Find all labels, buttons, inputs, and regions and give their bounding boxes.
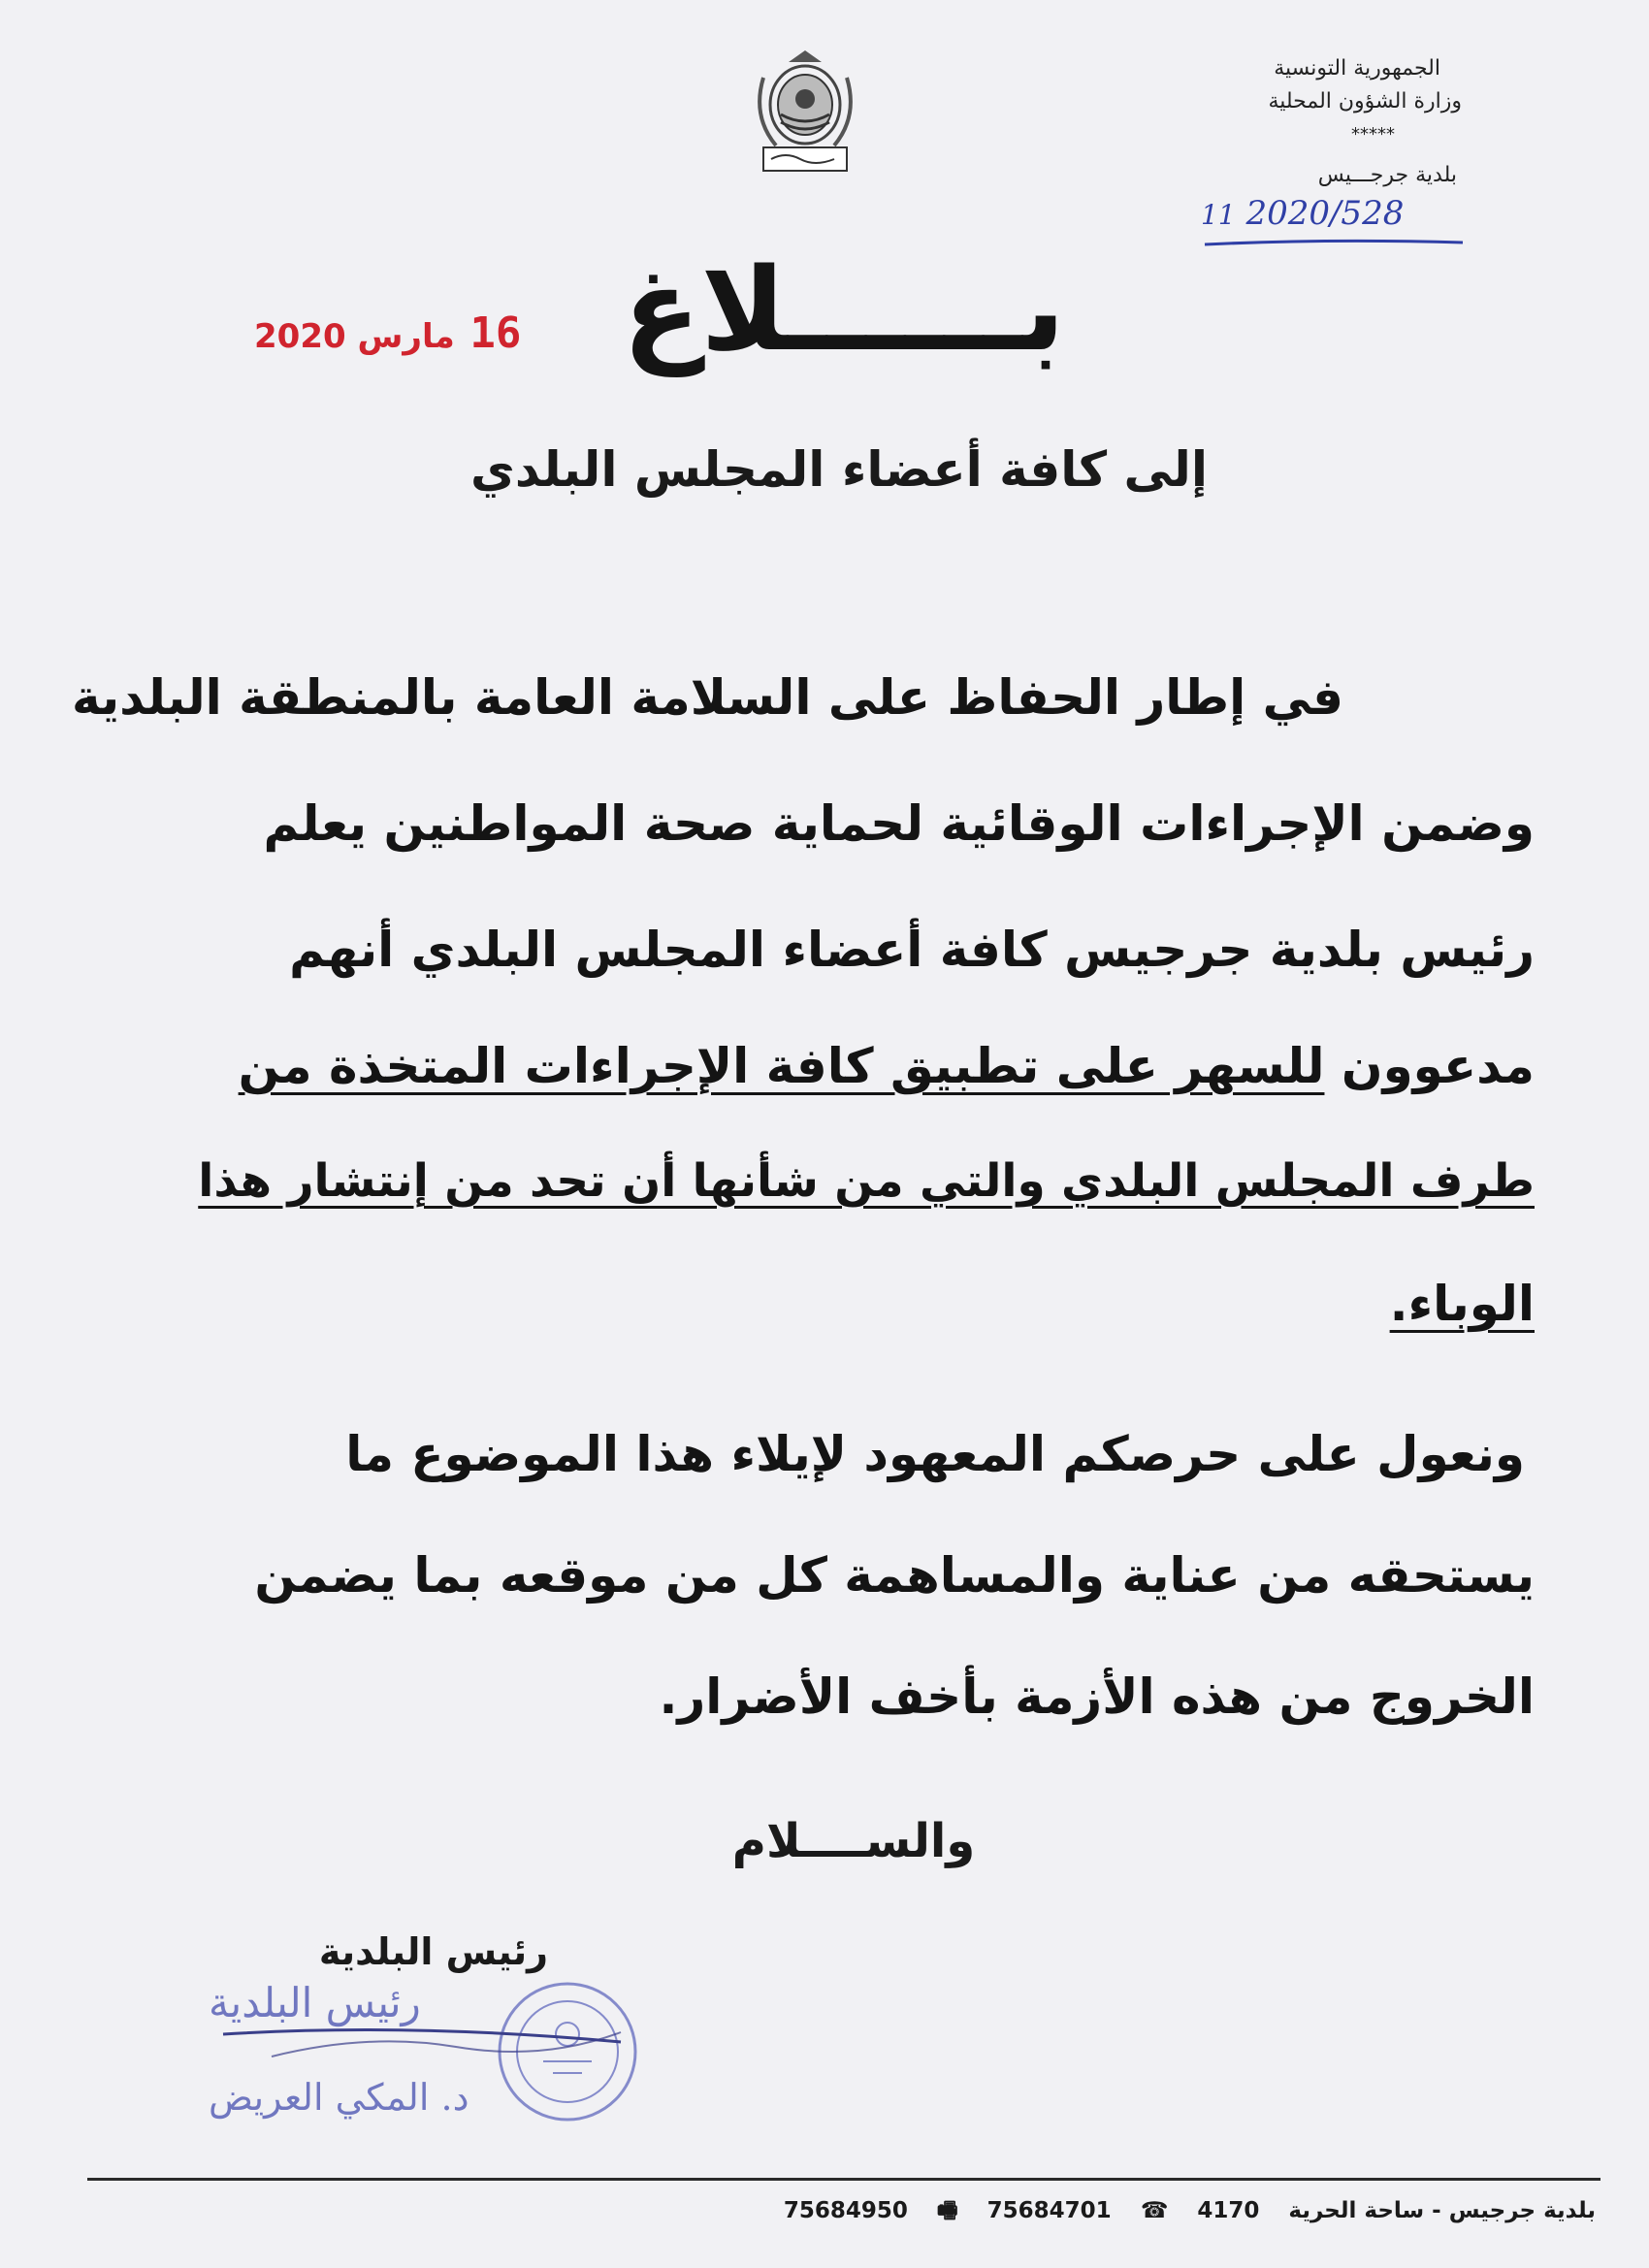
footer-rule [87, 2178, 1600, 2181]
notice-title: بــــــلاغ [622, 243, 1066, 376]
body2-line-1: ونعول على حرصكم المعهود لإيلاء هذا الموضوع ما [345, 1426, 1525, 1482]
footer-phone: 75684701 [986, 2198, 1112, 2223]
fax-icon: 🖷 [936, 2198, 958, 2223]
reference-underline [1203, 233, 1465, 252]
body-line-4 [239, 1038, 1535, 1094]
republic-name: الجمهورية التونسية [1274, 56, 1440, 81]
body-line-3: رئيس بلدية جرجيس كافة أعضاء المجلس البلدي أنهم [289, 922, 1535, 978]
body-line-5: طرف المجلس البلدي والتي من شأنها أن تحد من إنتشار هذا [198, 1154, 1535, 1208]
body2-line-2: يستحقه من عناية والمساهمة كل من موقعه بما يضمن [254, 1547, 1535, 1604]
date-stamp: 16 مارس 2020 [254, 308, 522, 358]
municipality-name: بلدية جرجـــيس [1317, 163, 1457, 187]
body-line-4-underlined: للسهر على تطبيق كافة الإجراءات المتخذة من [238, 1038, 1325, 1094]
official-seal [213, 1964, 650, 2139]
footer-fax: 75684950 [783, 2198, 908, 2223]
notice-subtitle: إلى كافة أعضاء المجلس البلدي [470, 441, 1208, 498]
stamp-title: رئيس البلدية [209, 1979, 421, 2026]
body-line-1: في إطار الحفاظ على السلامة العامة بالمنطقة البلدية [72, 669, 1343, 726]
body-line-2: وضمن الإجراءات الوقائية لحماية صحة المواطنين يعلم [263, 795, 1535, 852]
phone-icon: ☎ [1140, 2198, 1169, 2223]
body-line-6: الوباء. [1389, 1276, 1535, 1332]
closing-salutation: والســــلام [731, 1814, 976, 1868]
reference-number: 11 2020/528 [1201, 194, 1405, 233]
signatory-title: رئيس البلدية [318, 1930, 548, 1973]
ministry-name: وزارة الشؤون المحلية [1268, 89, 1462, 113]
footer-address: بلدية جرجيس - ساحة الحرية [1288, 2198, 1596, 2223]
footer-contact [762, 2194, 1596, 2232]
body-line-4-start: مدعوون [1341, 1038, 1535, 1094]
header-stars: ***** [1351, 124, 1395, 145]
body2-line-3: الخروج من هذه الأزمة بأخف الأضرار. [659, 1669, 1535, 1725]
stamp-name: د. المكي العريض [209, 2076, 469, 2119]
footer-postal-code: 4170 [1197, 2198, 1260, 2223]
coat-of-arms-emblem [742, 49, 868, 189]
